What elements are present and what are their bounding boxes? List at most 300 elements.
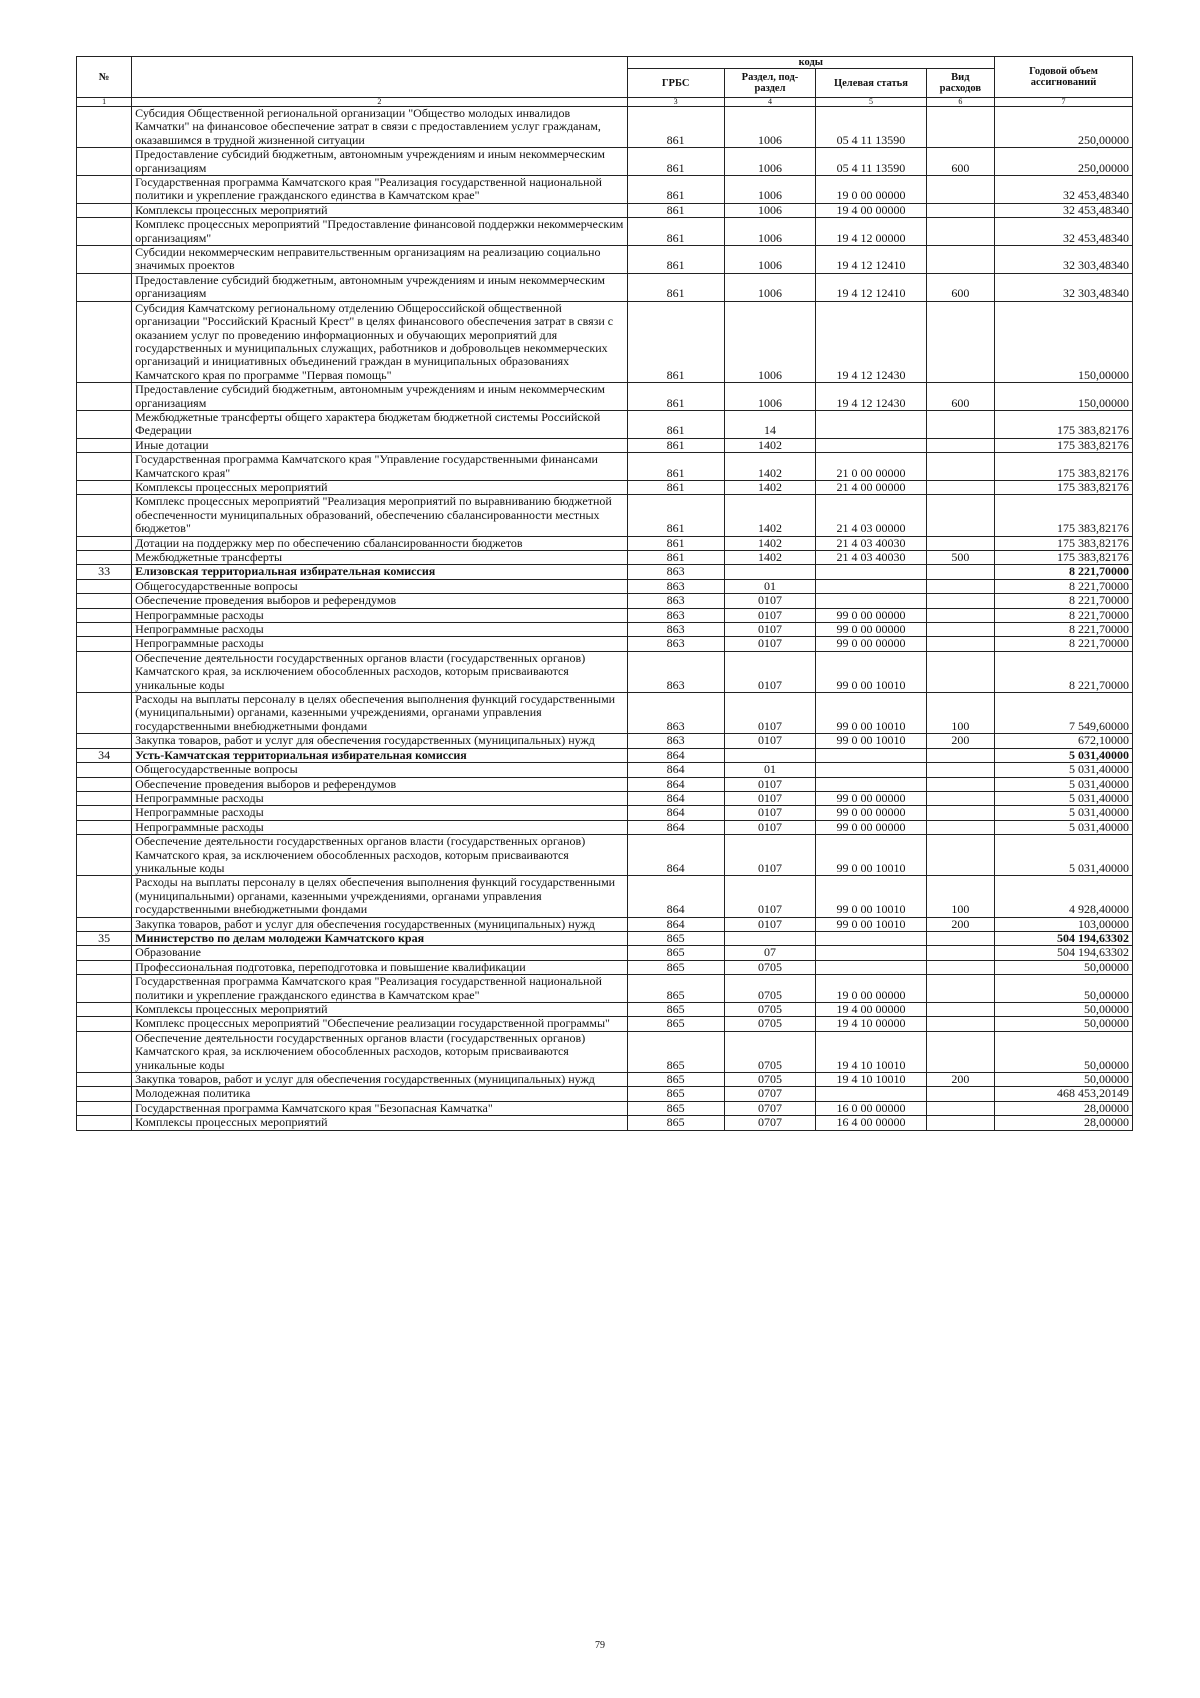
budget-table <box>76 56 1133 1131</box>
header-grbs: ГРБС <box>627 69 724 98</box>
table-row <box>77 975 1133 1003</box>
table-row <box>77 806 1133 820</box>
row-number: 33 <box>77 565 132 579</box>
row-section: 0107 <box>724 594 816 608</box>
row-target: 19 4 10 10010 <box>816 1031 926 1072</box>
row-type <box>926 480 994 494</box>
table-row <box>77 1087 1133 1101</box>
table-row <box>77 107 1133 148</box>
row-amount: 175 383,82176 <box>995 495 1133 536</box>
row-name: Министерство по делам молодежи Камчатского края <box>132 931 627 945</box>
row-number <box>77 1073 132 1087</box>
row-target: 99 0 00 00000 <box>816 623 926 637</box>
row-type: 600 <box>926 148 994 176</box>
row-section: 01 <box>724 763 816 777</box>
row-target: 19 4 12 00000 <box>816 218 926 246</box>
row-number <box>77 1031 132 1072</box>
row-target: 19 0 00 00000 <box>816 176 926 204</box>
row-number <box>77 1116 132 1130</box>
table-row <box>77 495 1133 536</box>
row-number <box>77 480 132 494</box>
row-type <box>926 777 994 791</box>
row-target <box>816 960 926 974</box>
row-amount: 50,00000 <box>995 1031 1133 1072</box>
table-row <box>77 1031 1133 1072</box>
row-section: 1006 <box>724 383 816 411</box>
row-grbs: 865 <box>627 1087 724 1101</box>
row-number <box>77 579 132 593</box>
row-target <box>816 1087 926 1101</box>
row-amount: 8 221,70000 <box>995 579 1133 593</box>
row-grbs: 864 <box>627 835 724 876</box>
row-amount: 5 031,40000 <box>995 763 1133 777</box>
row-name: Обеспечение деятельности государственных органов власти (государственных органов) Камчатского края, за исключением обособленных расходов, которым присваиваются уникальные коды <box>132 1031 627 1072</box>
row-name: Комплекс процессных мероприятий "Реализация мероприятий по выравниванию бюджетной обеспеченности муниципальных образований, обеспечению сбалансированности местных бюджетов" <box>132 495 627 536</box>
row-name: Комплексы процессных мероприятий <box>132 203 627 217</box>
row-section <box>724 931 816 945</box>
row-number <box>77 273 132 301</box>
row-section: 0705 <box>724 975 816 1003</box>
row-name: Непрограммные расходы <box>132 623 627 637</box>
row-grbs: 864 <box>627 791 724 805</box>
row-name: Предоставление субсидий бюджетным, автономным учреждениям и иным некоммерческим организациям <box>132 383 627 411</box>
row-amount: 50,00000 <box>995 1017 1133 1031</box>
row-type <box>926 820 994 834</box>
row-number <box>77 246 132 274</box>
row-section: 01 <box>724 579 816 593</box>
row-number <box>77 917 132 931</box>
row-amount: 468 453,20149 <box>995 1087 1133 1101</box>
row-name: Предоставление субсидий бюджетным, автономным учреждениям и иным некоммерческим организациям <box>132 148 627 176</box>
row-grbs: 864 <box>627 806 724 820</box>
row-grbs: 863 <box>627 594 724 608</box>
row-amount: 8 221,70000 <box>995 608 1133 622</box>
row-type: 200 <box>926 734 994 748</box>
row-section: 0107 <box>724 623 816 637</box>
row-number: 34 <box>77 748 132 762</box>
row-section: 1006 <box>724 176 816 204</box>
row-name: Субсидии некоммерческим неправительственным организациям на реализацию социально значимых проектов <box>132 246 627 274</box>
row-name: Общегосударственные вопросы <box>132 763 627 777</box>
row-target: 21 4 03 00000 <box>816 495 926 536</box>
table-row <box>77 383 1133 411</box>
row-name: Непрограммные расходы <box>132 791 627 805</box>
row-number <box>77 1017 132 1031</box>
row-section: 0107 <box>724 637 816 651</box>
row-number <box>77 383 132 411</box>
table-row <box>77 1116 1133 1130</box>
row-number <box>77 608 132 622</box>
row-section: 1402 <box>724 536 816 550</box>
row-name: Государственная программа Камчатского края "Реализация государственной национальной политики и укрепление гражданского единства в Камчатском крае" <box>132 975 627 1003</box>
row-amount: 504 194,63302 <box>995 931 1133 945</box>
row-grbs: 865 <box>627 946 724 960</box>
row-amount: 175 383,82176 <box>995 480 1133 494</box>
row-number <box>77 594 132 608</box>
row-section: 1006 <box>724 218 816 246</box>
row-target: 99 0 00 10010 <box>816 876 926 917</box>
row-number <box>77 203 132 217</box>
row-name: Елизовская территориальная избирательная комиссия <box>132 565 627 579</box>
table-row <box>77 637 1133 651</box>
row-amount: 28,00000 <box>995 1101 1133 1115</box>
row-section: 0107 <box>724 608 816 622</box>
row-target: 99 0 00 00000 <box>816 806 926 820</box>
row-type <box>926 623 994 637</box>
row-number <box>77 693 132 734</box>
row-type <box>926 438 994 452</box>
table-row <box>77 176 1133 204</box>
row-section: 1402 <box>724 551 816 565</box>
row-target: 21 4 00 00000 <box>816 480 926 494</box>
row-name: Усть-Камчатская территориальная избирательная комиссия <box>132 748 627 762</box>
table-row <box>77 410 1133 438</box>
row-grbs: 861 <box>627 410 724 438</box>
row-type <box>926 176 994 204</box>
row-grbs: 864 <box>627 763 724 777</box>
row-amount: 103,00000 <box>995 917 1133 931</box>
row-section: 0705 <box>724 1073 816 1087</box>
row-grbs: 864 <box>627 917 724 931</box>
row-section <box>724 565 816 579</box>
row-section: 14 <box>724 410 816 438</box>
header-amount: Годовой объем ассигнований <box>995 57 1133 98</box>
table-row <box>77 777 1133 791</box>
row-section: 0705 <box>724 1017 816 1031</box>
row-target: 19 4 00 00000 <box>816 203 926 217</box>
row-section: 0705 <box>724 1003 816 1017</box>
row-name: Комплексы процессных мероприятий <box>132 1116 627 1130</box>
row-grbs: 863 <box>627 579 724 593</box>
row-grbs: 865 <box>627 1031 724 1072</box>
row-number: 35 <box>77 931 132 945</box>
table-row <box>77 218 1133 246</box>
row-grbs: 861 <box>627 203 724 217</box>
row-target: 99 0 00 10010 <box>816 651 926 692</box>
row-type <box>926 1116 994 1130</box>
row-target: 21 4 03 40030 <box>816 536 926 550</box>
table-row <box>77 693 1133 734</box>
row-type <box>926 246 994 274</box>
row-grbs: 863 <box>627 693 724 734</box>
row-number <box>77 176 132 204</box>
row-type: 600 <box>926 383 994 411</box>
table-row <box>77 734 1133 748</box>
row-section: 0107 <box>724 876 816 917</box>
row-section: 0707 <box>724 1087 816 1101</box>
row-type: 100 <box>926 876 994 917</box>
row-name: Комплекс процессных мероприятий "Обеспечение реализации государственной программы" <box>132 1017 627 1031</box>
row-target: 99 0 00 00000 <box>816 637 926 651</box>
row-amount: 175 383,82176 <box>995 410 1133 438</box>
row-amount: 8 221,70000 <box>995 623 1133 637</box>
row-type <box>926 107 994 148</box>
row-type <box>926 637 994 651</box>
row-number <box>77 975 132 1003</box>
row-grbs: 861 <box>627 438 724 452</box>
row-type: 500 <box>926 551 994 565</box>
row-type <box>926 1003 994 1017</box>
row-amount: 672,10000 <box>995 734 1133 748</box>
row-name: Закупка товаров, работ и услуг для обеспечения государственных (муниципальных) нужд <box>132 734 627 748</box>
row-grbs: 865 <box>627 931 724 945</box>
row-target: 99 0 00 10010 <box>816 835 926 876</box>
row-target: 19 4 10 10010 <box>816 1073 926 1087</box>
row-number <box>77 551 132 565</box>
header-codes: коды <box>627 57 994 69</box>
row-name: Профессиональная подготовка, переподготовка и повышение квалификации <box>132 960 627 974</box>
row-grbs: 864 <box>627 748 724 762</box>
row-target <box>816 579 926 593</box>
row-type <box>926 453 994 481</box>
row-amount: 5 031,40000 <box>995 806 1133 820</box>
row-target: 99 0 00 00000 <box>816 820 926 834</box>
row-name: Обеспечение деятельности государственных органов власти (государственных органов) Камчатского края, за исключением обособленных расходов, которым присваиваются уникальные коды <box>132 835 627 876</box>
table-row <box>77 1017 1133 1031</box>
row-section: 0107 <box>724 651 816 692</box>
row-number <box>77 946 132 960</box>
table-row <box>77 480 1133 494</box>
row-name: Общегосударственные вопросы <box>132 579 627 593</box>
row-section: 0107 <box>724 734 816 748</box>
table-row <box>77 536 1133 550</box>
row-number <box>77 791 132 805</box>
row-section: 0107 <box>724 820 816 834</box>
row-number <box>77 107 132 148</box>
table-row <box>77 651 1133 692</box>
table-row <box>77 148 1133 176</box>
column-number: 4 <box>724 98 816 107</box>
row-type <box>926 806 994 820</box>
column-number: 5 <box>816 98 926 107</box>
row-type <box>926 594 994 608</box>
row-amount: 5 031,40000 <box>995 820 1133 834</box>
row-target: 21 4 03 40030 <box>816 551 926 565</box>
table-row <box>77 453 1133 481</box>
table-row <box>77 203 1133 217</box>
row-name: Расходы на выплаты персоналу в целях обеспечения выполнения функций государственными (муниципальными) органами, казенными учреждениями, органами управления государственными внебюджетными фондами <box>132 693 627 734</box>
row-grbs: 861 <box>627 383 724 411</box>
row-amount: 8 221,70000 <box>995 594 1133 608</box>
row-amount: 150,00000 <box>995 383 1133 411</box>
row-target: 99 0 00 10010 <box>816 734 926 748</box>
row-type <box>926 763 994 777</box>
row-number <box>77 637 132 651</box>
table-row <box>77 594 1133 608</box>
row-grbs: 861 <box>627 107 724 148</box>
row-grbs: 863 <box>627 637 724 651</box>
table-row <box>77 763 1133 777</box>
row-number <box>77 148 132 176</box>
table-row <box>77 960 1133 974</box>
row-grbs: 861 <box>627 176 724 204</box>
row-grbs: 865 <box>627 960 724 974</box>
row-amount: 32 453,48340 <box>995 203 1133 217</box>
row-section <box>724 748 816 762</box>
row-number <box>77 453 132 481</box>
row-type <box>926 960 994 974</box>
row-name: Закупка товаров, работ и услуг для обеспечения государственных (муниципальных) нужд <box>132 1073 627 1087</box>
row-section: 1006 <box>724 273 816 301</box>
row-type <box>926 931 994 945</box>
table-row <box>77 791 1133 805</box>
row-number <box>77 651 132 692</box>
row-target: 19 4 12 12430 <box>816 301 926 382</box>
row-number <box>77 763 132 777</box>
row-target: 05 4 11 13590 <box>816 107 926 148</box>
row-target <box>816 931 926 945</box>
row-target <box>816 438 926 452</box>
table-row <box>77 1101 1133 1115</box>
row-target <box>816 410 926 438</box>
header-name <box>132 57 627 98</box>
row-name: Закупка товаров, работ и услуг для обеспечения государственных (муниципальных) нужд <box>132 917 627 931</box>
row-number <box>77 820 132 834</box>
row-grbs: 861 <box>627 273 724 301</box>
row-name: Комплекс процессных мероприятий "Предоставление финансовой поддержки некоммерческим организациям" <box>132 218 627 246</box>
row-section: 1402 <box>724 480 816 494</box>
budget-sheet <box>76 56 1133 1131</box>
row-name: Обеспечение проведения выборов и референдумов <box>132 594 627 608</box>
row-amount: 175 383,82176 <box>995 438 1133 452</box>
row-target: 19 4 12 12410 <box>816 273 926 301</box>
row-type <box>926 579 994 593</box>
row-type: 100 <box>926 693 994 734</box>
table-row <box>77 917 1133 931</box>
row-section: 0107 <box>724 791 816 805</box>
table-row <box>77 931 1133 945</box>
table-row <box>77 301 1133 382</box>
row-type <box>926 791 994 805</box>
table-row <box>77 820 1133 834</box>
row-amount: 32 303,48340 <box>995 273 1133 301</box>
table-row <box>77 579 1133 593</box>
row-section: 1006 <box>724 203 816 217</box>
row-target: 05 4 11 13590 <box>816 148 926 176</box>
row-type <box>926 608 994 622</box>
row-section: 0107 <box>724 693 816 734</box>
page-number: 79 <box>595 1640 605 1651</box>
row-name: Непрограммные расходы <box>132 608 627 622</box>
row-number <box>77 777 132 791</box>
row-name: Государственная программа Камчатского края "Безопасная Камчатка" <box>132 1101 627 1115</box>
row-number <box>77 806 132 820</box>
row-number <box>77 1003 132 1017</box>
row-amount: 32 453,48340 <box>995 218 1133 246</box>
row-target: 19 0 00 00000 <box>816 975 926 1003</box>
row-type: 600 <box>926 273 994 301</box>
row-type <box>926 565 994 579</box>
row-grbs: 861 <box>627 301 724 382</box>
row-amount: 32 453,48340 <box>995 176 1133 204</box>
row-amount: 5 031,40000 <box>995 835 1133 876</box>
row-type <box>926 1017 994 1031</box>
table-row <box>77 246 1133 274</box>
row-target <box>816 777 926 791</box>
row-number <box>77 410 132 438</box>
row-name: Межбюджетные трансферты общего характера бюджетам бюджетной системы Российской Федерации <box>132 410 627 438</box>
row-type <box>926 651 994 692</box>
row-name: Иные дотации <box>132 438 627 452</box>
row-section: 1006 <box>724 148 816 176</box>
row-number <box>77 438 132 452</box>
row-target <box>816 748 926 762</box>
row-grbs: 864 <box>627 820 724 834</box>
row-name: Комплексы процессных мероприятий <box>132 1003 627 1017</box>
row-amount: 50,00000 <box>995 1073 1133 1087</box>
row-name: Дотации на поддержку мер по обеспечению сбалансированности бюджетов <box>132 536 627 550</box>
row-amount: 5 031,40000 <box>995 777 1133 791</box>
row-amount: 504 194,63302 <box>995 946 1133 960</box>
row-grbs: 861 <box>627 495 724 536</box>
row-name: Образование <box>132 946 627 960</box>
row-number <box>77 301 132 382</box>
row-grbs: 863 <box>627 565 724 579</box>
row-type <box>926 1101 994 1115</box>
row-amount: 8 221,70000 <box>995 637 1133 651</box>
row-section: 1402 <box>724 495 816 536</box>
row-grbs: 861 <box>627 453 724 481</box>
row-amount: 50,00000 <box>995 1003 1133 1017</box>
row-type <box>926 946 994 960</box>
row-grbs: 864 <box>627 876 724 917</box>
row-grbs: 861 <box>627 148 724 176</box>
table-row <box>77 608 1133 622</box>
column-number: 7 <box>995 98 1133 107</box>
row-target: 99 0 00 10010 <box>816 693 926 734</box>
row-amount: 50,00000 <box>995 960 1133 974</box>
row-number <box>77 876 132 917</box>
row-name: Предоставление субсидий бюджетным, автономным учреждениям и иным некоммерческим организациям <box>132 273 627 301</box>
row-name: Непрограммные расходы <box>132 637 627 651</box>
row-grbs: 863 <box>627 608 724 622</box>
table-row <box>77 565 1133 579</box>
row-number <box>77 495 132 536</box>
row-grbs: 863 <box>627 734 724 748</box>
column-number: 2 <box>132 98 627 107</box>
table-row <box>77 1073 1133 1087</box>
row-number <box>77 835 132 876</box>
row-name: Комплексы процессных мероприятий <box>132 480 627 494</box>
row-section: 0107 <box>724 806 816 820</box>
row-type: 200 <box>926 1073 994 1087</box>
table-row <box>77 946 1133 960</box>
row-section: 1006 <box>724 301 816 382</box>
row-section: 0107 <box>724 917 816 931</box>
row-type <box>926 218 994 246</box>
row-grbs: 861 <box>627 480 724 494</box>
row-type <box>926 203 994 217</box>
row-target <box>816 763 926 777</box>
row-name: Межбюджетные трансферты <box>132 551 627 565</box>
row-amount: 175 383,82176 <box>995 453 1133 481</box>
row-section: 1402 <box>724 438 816 452</box>
row-amount: 8 221,70000 <box>995 651 1133 692</box>
row-target: 99 0 00 00000 <box>816 791 926 805</box>
row-grbs: 865 <box>627 1017 724 1031</box>
column-number: 6 <box>926 98 994 107</box>
row-amount: 175 383,82176 <box>995 551 1133 565</box>
row-section: 1402 <box>724 453 816 481</box>
row-amount: 32 303,48340 <box>995 246 1133 274</box>
row-target: 19 4 00 00000 <box>816 1003 926 1017</box>
column-number: 1 <box>77 98 132 107</box>
row-grbs: 865 <box>627 1073 724 1087</box>
row-grbs: 865 <box>627 1116 724 1130</box>
row-type <box>926 301 994 382</box>
row-name: Молодежная политика <box>132 1087 627 1101</box>
row-target: 21 0 00 00000 <box>816 453 926 481</box>
